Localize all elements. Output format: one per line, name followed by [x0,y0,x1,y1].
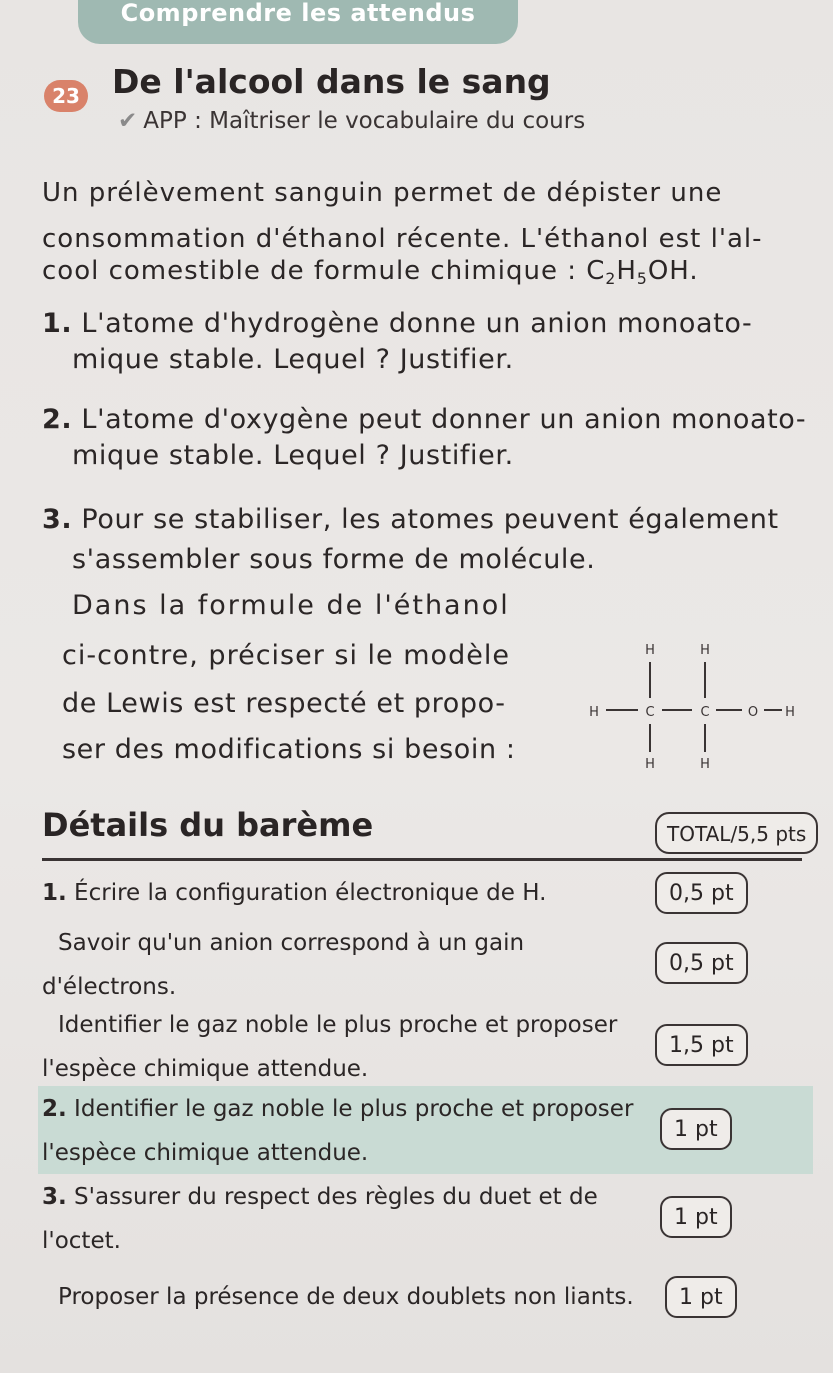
section-header [78,0,518,44]
atom-h-right: H [785,705,795,720]
bareme-row-1-text: Écrire la configuration électronique de H. [66,880,547,906]
intro-line-1: Un prélèvement sanguin permet de dépister une [42,178,723,208]
bareme-row-3-points: 1,5 pt [655,1024,748,1066]
atom-c-1: C [645,705,655,720]
atom-h-left: H [589,705,599,720]
bareme-row-3-line-2: l'espèce chimique attendue. [42,1056,369,1082]
question-3-line-5: de Lewis est respecté et propo- [62,688,506,719]
question-1-line-2: mique stable. Lequel ? Justifier. [72,344,514,375]
bareme-row-5-line-2: l'octet. [42,1228,121,1254]
question-3-line-4: ci-contre, préciser si le modèle [62,640,510,671]
atom-h-top-1: H [645,643,655,658]
atom-o: O [747,705,759,720]
question-3-line-6: ser des modifications si besoin : [62,734,516,765]
question-1-number: 1. [42,308,73,339]
bareme-row-1-number: 1. [42,880,67,906]
atom-h-bottom-2: H [700,757,710,770]
question-3-line-2: s'assembler sous forme de molécule. [72,544,596,575]
exercise-number-badge: 23 [44,80,88,112]
bareme-row-6: Proposer la présence de deux doublets non liants. [58,1284,634,1310]
formula-sub-2: 2 [605,269,617,288]
question-2-text-1: L'atome d'oxygène peut donner un anion monoato- [72,404,807,435]
bareme-row-4-points: 1 pt [660,1108,732,1150]
bareme-row-2-line-1: Savoir qu'un anion correspond à un gain [58,930,525,956]
bareme-title: Détails du barème [42,806,374,844]
total-points-badge: TOTAL/5,5 pts [655,812,818,854]
formula-sub-5: 5 [636,269,648,288]
bareme-row-1-points: 0,5 pt [655,872,748,914]
bareme-row-5-line-1 [42,1176,598,1218]
bareme-row-4-text: Identifier le gaz noble le plus proche et proposer [66,1096,634,1122]
formula-h: H [616,256,637,286]
bareme-row-5-text: S'assurer du respect des règles du duet et de [66,1184,598,1210]
atom-h-bottom-1: H [645,757,655,770]
question-1-text-1: L'atome d'hydrogène donne un anion monoato- [72,308,753,339]
question-1-line-1 [42,308,752,339]
bareme-row-4-line-2: l'espèce chimique attendue. [42,1140,369,1166]
question-2-number: 2. [42,404,73,435]
bareme-row-6-points: 1 pt [665,1276,737,1318]
bareme-row-4-number: 2. [42,1096,67,1122]
bareme-row-5-number: 3. [42,1184,67,1210]
skill-line [118,108,585,134]
skill-text: APP : Maîtriser le vocabulaire du cours [143,108,586,134]
check-icon: ✔ [118,108,138,134]
ethanol-lewis-structure [588,640,808,770]
bareme-row-2-line-2: d'électrons. [42,974,177,1000]
bareme-row-3-line-1: Identifier le gaz noble le plus proche et proposer [58,1012,618,1038]
question-2-line-2: mique stable. Lequel ? Justifier. [72,440,514,471]
bareme-row-4-line-1 [42,1088,633,1130]
bareme-row-2-points: 0,5 pt [655,942,748,984]
intro-line-3 [42,246,699,299]
exercise-title: De l'alcool dans le sang [112,62,551,101]
bareme-row-5-points: 1 pt [660,1196,732,1238]
atom-c-2: C [700,705,710,720]
section-header-label: Comprendre les attendus [120,0,476,27]
intro-line-2: consommation d'éthanol récente. L'éthanol est l'al- [42,224,763,254]
question-3-text-1: Pour se stabiliser, les atomes peuvent également [72,504,779,535]
question-3-number: 3. [42,504,73,535]
bareme-row-1 [42,872,546,914]
section-divider [42,858,802,861]
question-3-line-3: Dans la formule de l'éthanol [72,590,510,621]
intro-line-3-text: cool comestible de formule chimique : C [42,256,606,286]
question-2-line-1 [42,404,806,435]
question-3-line-1 [42,504,779,535]
formula-oh: OH. [647,256,699,286]
atom-h-top-2: H [700,643,710,658]
